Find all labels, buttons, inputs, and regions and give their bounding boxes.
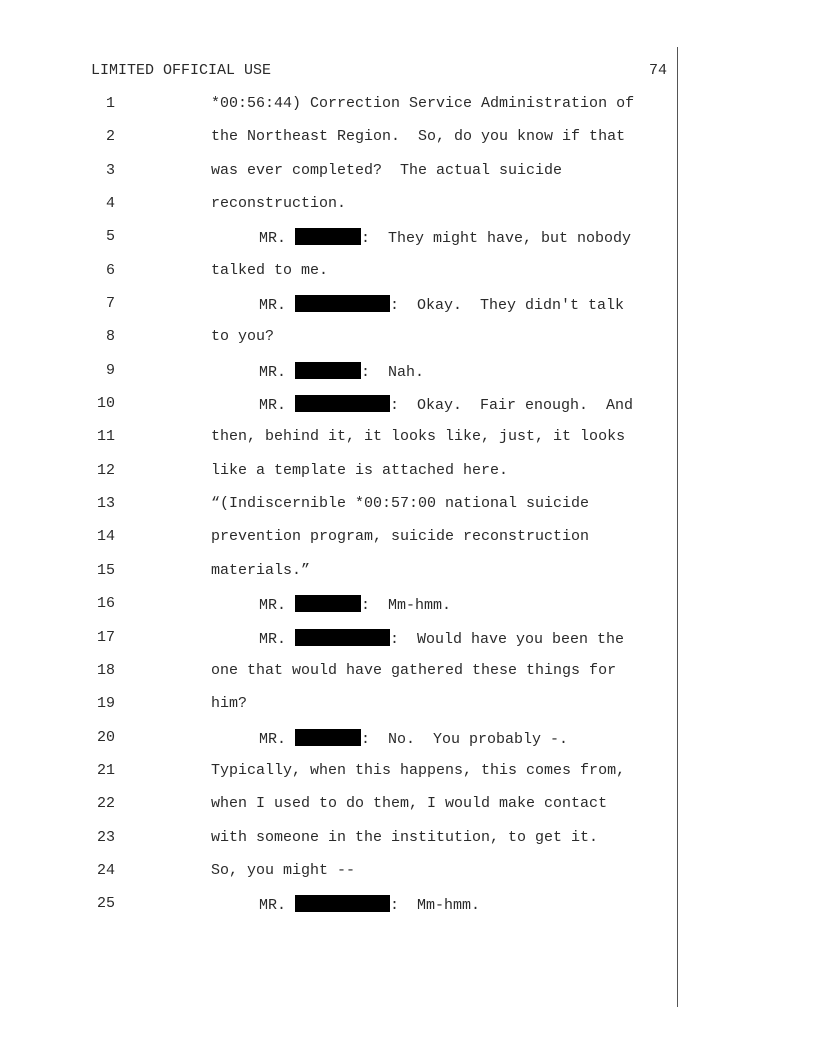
- transcript-line: [0, 195, 816, 228]
- transcript-line: [0, 128, 816, 161]
- redacted-name: [295, 228, 361, 245]
- line-text: Typically, when this happens, this comes from,: [211, 761, 626, 779]
- transcript-line: [0, 562, 816, 595]
- line-number: 24: [96, 861, 115, 879]
- line-text: the Northeast Region. So, do you know if that: [211, 128, 626, 146]
- redacted-name: [295, 595, 361, 612]
- transcript-line: [0, 862, 816, 895]
- speech-text: : Mm-hmm.: [390, 897, 481, 915]
- line-number: 23: [96, 828, 115, 846]
- line-number: 18: [96, 661, 115, 679]
- transcript-line: [0, 162, 816, 195]
- line-number: 5: [105, 228, 115, 246]
- redacted-name: [295, 362, 361, 379]
- redacted-name: [295, 895, 390, 912]
- redacted-name: [295, 629, 390, 646]
- line-text: [259, 362, 424, 382]
- transcript-line: [0, 462, 816, 495]
- transcript-line: [0, 395, 816, 428]
- speaker-label: MR.: [259, 630, 296, 648]
- line-number: 3: [105, 161, 115, 179]
- line-number: 11: [96, 428, 115, 446]
- line-text: one that would have gathered these things for: [211, 661, 617, 679]
- line-number: 17: [96, 628, 115, 646]
- speaker-label: MR.: [259, 297, 296, 315]
- line-text: [259, 395, 633, 415]
- transcript-line: [0, 262, 816, 295]
- page-header: [91, 62, 667, 80]
- line-number: 10: [96, 395, 115, 413]
- line-number: 7: [105, 295, 115, 313]
- speech-text: : Would have you been the: [390, 630, 625, 648]
- page-number: 74: [648, 62, 667, 79]
- line-text: like a template is attached here.: [211, 461, 509, 479]
- line-text: [259, 295, 624, 315]
- line-text: him?: [211, 695, 248, 713]
- transcript-line: [0, 895, 816, 928]
- line-number: 16: [96, 595, 115, 613]
- redacted-name: [295, 729, 361, 746]
- line-text: then, behind it, it looks like, just, it looks: [211, 428, 626, 446]
- transcript-line: [0, 328, 816, 361]
- transcript-line: [0, 729, 816, 762]
- line-text: reconstruction.: [211, 195, 347, 213]
- line-number: 19: [96, 695, 115, 713]
- speech-text: : Mm-hmm.: [361, 597, 452, 615]
- line-text: *00:56:44) Correction Service Administration of: [211, 95, 635, 112]
- line-number: 12: [96, 461, 115, 479]
- speaker-label: MR.: [259, 730, 296, 748]
- line-text: with someone in the institution, to get it.: [211, 828, 599, 846]
- line-number: 9: [105, 361, 115, 379]
- transcript-line: [0, 295, 816, 328]
- speech-text: : Okay. Fair enough. And: [390, 397, 634, 415]
- speech-text: : They might have, but nobody: [361, 230, 632, 248]
- line-text: So, you might --: [211, 861, 356, 879]
- line-text: [259, 629, 624, 649]
- line-number: 20: [96, 728, 115, 746]
- classification-marking: LIMITED OFFICIAL USE: [91, 62, 272, 79]
- redacted-name: [295, 295, 390, 312]
- speech-text: : Okay. They didn't talk: [390, 297, 625, 315]
- line-number: 6: [105, 261, 115, 279]
- speaker-label: MR.: [259, 597, 296, 615]
- transcript-line: [0, 695, 816, 728]
- line-text: to you?: [211, 328, 275, 346]
- line-text: was ever completed? The actual suicide: [211, 161, 563, 179]
- line-number: 1: [105, 95, 115, 112]
- line-text: [259, 729, 568, 749]
- speech-text: : Nah.: [361, 363, 425, 381]
- transcript-line: [0, 662, 816, 695]
- speaker-label: MR.: [259, 230, 296, 248]
- transcript-line: [0, 228, 816, 261]
- line-text: when I used to do them, I would make contact: [211, 795, 608, 813]
- transcript-line: [0, 795, 816, 828]
- transcript-line: [0, 362, 816, 395]
- line-number: 15: [96, 561, 115, 579]
- line-number: 2: [105, 128, 115, 146]
- transcript-line: [0, 595, 816, 628]
- speaker-label: MR.: [259, 897, 296, 915]
- transcript-line: [0, 762, 816, 795]
- speaker-label: MR.: [259, 397, 296, 415]
- line-number: 22: [96, 795, 115, 813]
- redacted-name: [295, 395, 390, 412]
- line-number: 13: [96, 495, 115, 513]
- line-text: materials.”: [211, 561, 311, 579]
- line-text: talked to me.: [211, 261, 329, 279]
- transcript-line: [0, 528, 816, 561]
- transcript-line: [0, 95, 816, 128]
- line-text: [259, 595, 451, 615]
- transcript-line: [0, 495, 816, 528]
- transcript-lines: [0, 95, 816, 929]
- line-number: 21: [96, 761, 115, 779]
- line-text: [259, 228, 631, 248]
- transcript-line: [0, 629, 816, 662]
- speaker-label: MR.: [259, 363, 296, 381]
- speech-text: : No. You probably -.: [361, 730, 569, 748]
- line-number: 14: [96, 528, 115, 546]
- line-text: prevention program, suicide reconstruction: [211, 528, 590, 546]
- transcript-line: [0, 428, 816, 461]
- line-text: [259, 895, 480, 915]
- line-number: 4: [105, 195, 115, 213]
- line-number: 8: [105, 328, 115, 346]
- line-number: 25: [96, 895, 115, 913]
- transcript-line: [0, 829, 816, 862]
- line-text: “(Indiscernible *00:57:00 national suicide: [211, 495, 590, 513]
